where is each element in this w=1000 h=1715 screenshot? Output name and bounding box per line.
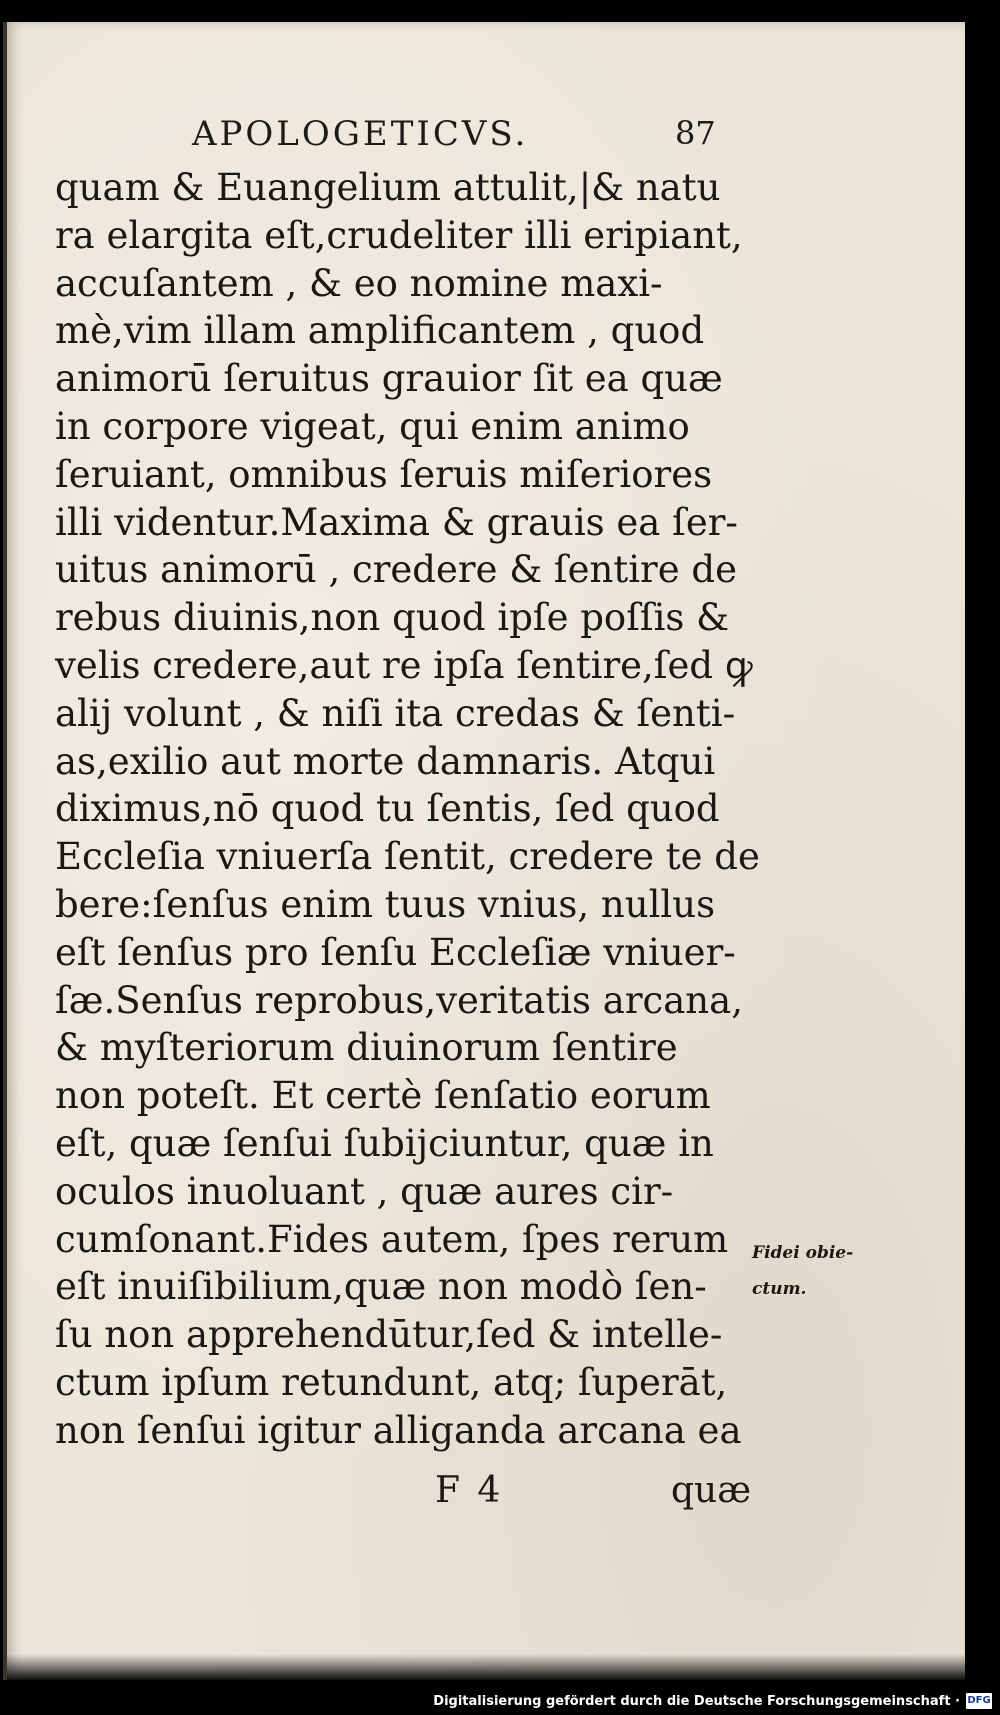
text-line: Eccleſia vniuerſa ſentit, credere te de [55, 835, 760, 879]
text-line: eſt, quæ ſenſui ſubijciuntur, quæ in [55, 1121, 714, 1165]
text-line: uitus animorū , credere & ſentire de [55, 548, 737, 592]
text-line: accuſantem , & eo nomine maxi- [55, 261, 663, 305]
text-line: illi videntur.Maxima & grauis ea ſer- [55, 500, 738, 544]
dfg-logo-icon: DFG [966, 1693, 992, 1709]
text-line: velis credere,aut re ipſa ſentire,ſed ꝙ [55, 643, 753, 687]
marginal-note-line: Fidei obie- [752, 1243, 854, 1263]
text-line: rebus diuinis,non quod ipſe poſſis & [55, 596, 730, 640]
text-line: ſæ.Senſus reprobus,veritatis arcana, [55, 978, 743, 1022]
text-line: ſeruiant, omnibus ſeruis miſeriores [55, 452, 713, 496]
footer-bar [0, 1690, 1000, 1715]
text-line: ctum ipſum retundunt, atq; ſuperāt, [55, 1360, 728, 1404]
text-line: & myſteriorum diuinorum ſentire [55, 1026, 678, 1070]
text-line: non poteſt. Et certè ſenſatio eorum [55, 1074, 711, 1118]
text-line: oculos inuoluant , quæ aures cir- [55, 1169, 674, 1213]
footer-credit: Digitalisierung gefördert durch die Deutsche Forschungsgemeinschaft · [433, 1694, 960, 1709]
text-line: eſt ſenſus pro ſenſu Eccleſiæ vniuer- [55, 930, 736, 974]
text-line: alij volunt , & niſi ita credas & ſenti- [55, 691, 736, 735]
catchword: quæ [671, 1470, 752, 1511]
marginal-note [752, 1235, 882, 1307]
text-line: ra elargita eſt,crudeliter illi eripiant, [55, 213, 743, 257]
running-head-title: APOLOGETICVS. [192, 114, 529, 154]
marginal-note-line: ctum. [752, 1279, 807, 1299]
signature-mark: F 4 [435, 1470, 501, 1511]
book-page [3, 22, 965, 1680]
text-line: diximus,nō quod tu ſentis, ſed quod [55, 787, 720, 831]
text-line: as,exilio aut morte damnaris. Atqui [55, 739, 716, 783]
text-line: non ſenſui igitur alliganda arcana ea [55, 1408, 742, 1452]
text-line: animorū ſeruitus grauior ſit ea quæ [55, 357, 723, 401]
text-line: mè,vim illam amplificantem , quod [55, 309, 705, 353]
text-line: eſt inuiſibilium,quæ non modò ſen- [55, 1265, 707, 1309]
body-text [55, 164, 760, 1455]
text-line: cumſonant.Fides autem, ſpes rerum [55, 1217, 729, 1261]
text-line: bere:ſenſus enim tuus vnius, nullus [55, 882, 716, 926]
text-line: quam & Euangelium attulit,|& natu [55, 166, 721, 209]
page-number: 87 [675, 114, 716, 152]
running-head [7, 114, 965, 162]
text-line: ſu non apprehendūtur,ſed & intelle- [55, 1313, 723, 1357]
text-line: in corpore vigeat, qui enim animo [55, 404, 690, 448]
